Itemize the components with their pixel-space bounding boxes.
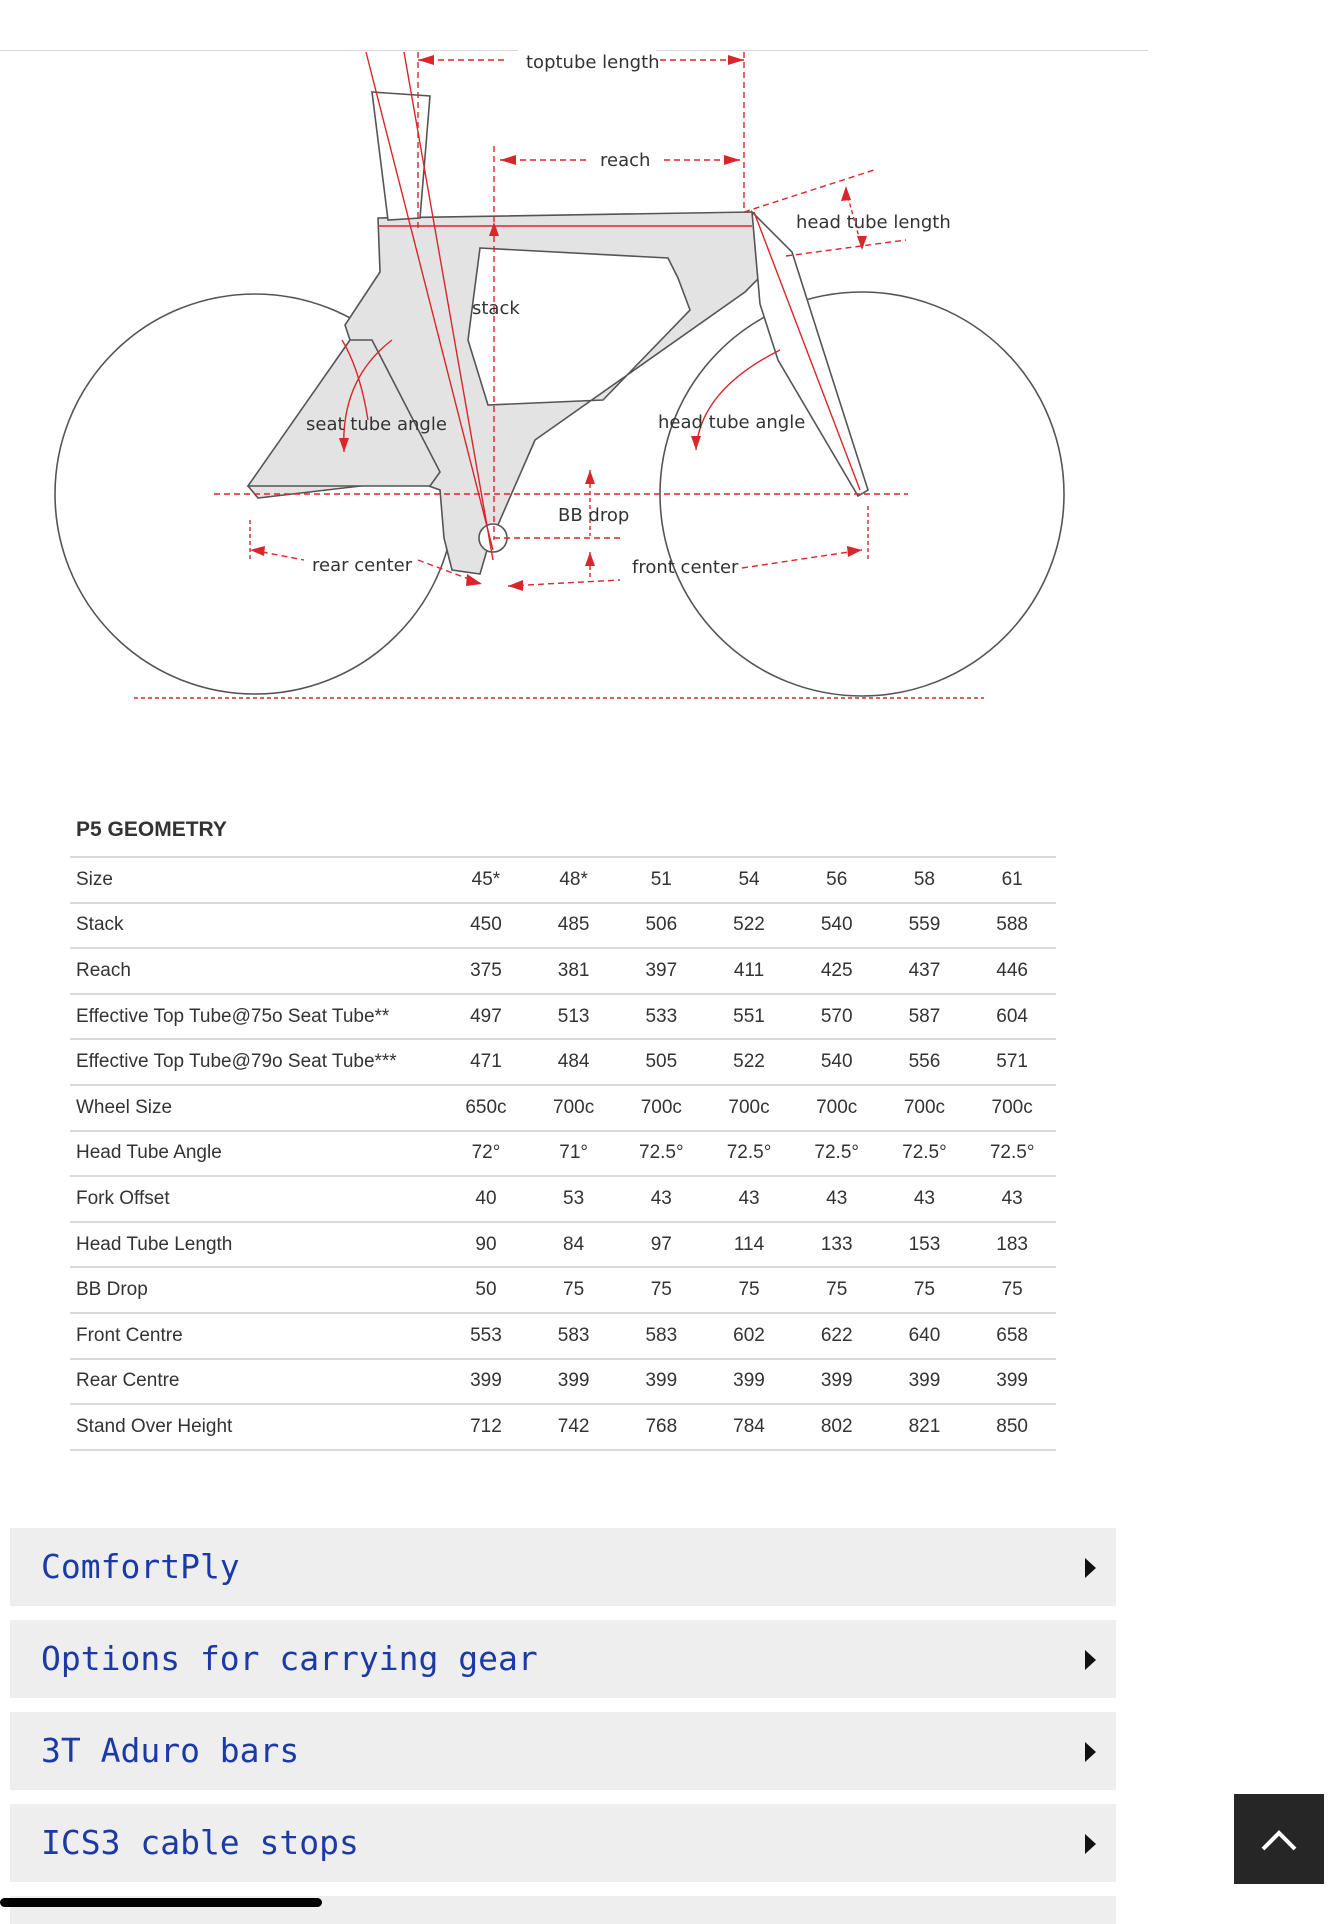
value-cell: 90 xyxy=(442,1222,530,1268)
value-cell: 72.5° xyxy=(705,1131,793,1177)
table-header-row xyxy=(70,857,1056,903)
value-cell: 375 xyxy=(442,948,530,994)
value-cell: 513 xyxy=(530,994,618,1040)
row-label: Effective Top Tube@79o Seat Tube*** xyxy=(70,1039,442,1085)
value-cell: 84 xyxy=(530,1222,618,1268)
geometry-title: P5 GEOMETRY xyxy=(76,818,227,841)
value-cell: 43 xyxy=(968,1176,1056,1222)
row-label: Fork Offset xyxy=(70,1176,442,1222)
label-head-tube-angle: head tube angle xyxy=(658,412,806,433)
value-cell: 446 xyxy=(968,948,1056,994)
row-label: Wheel Size xyxy=(70,1085,442,1131)
value-cell: 712 xyxy=(442,1404,530,1450)
size-cell: 54 xyxy=(705,857,793,903)
value-cell: 399 xyxy=(617,1359,705,1405)
accordion-options-carrying-gear[interactable] xyxy=(10,1620,1116,1698)
value-cell: 72.5° xyxy=(617,1131,705,1177)
label-bb-drop: BB drop xyxy=(558,505,630,526)
table-row xyxy=(70,1313,1056,1359)
row-label: Head Tube Length xyxy=(70,1222,442,1268)
value-cell: 700c xyxy=(881,1085,969,1131)
value-cell: 540 xyxy=(793,1039,881,1085)
value-cell: 551 xyxy=(705,994,793,1040)
value-cell: 40 xyxy=(442,1176,530,1222)
value-cell: 75 xyxy=(881,1267,969,1313)
row-label: Stand Over Height xyxy=(70,1404,442,1450)
value-cell: 522 xyxy=(705,903,793,949)
size-cell: 58 xyxy=(881,857,969,903)
row-label: Effective Top Tube@75o Seat Tube** xyxy=(70,994,442,1040)
header-label: Size xyxy=(70,857,442,903)
value-cell: 570 xyxy=(793,994,881,1040)
label-reach: reach xyxy=(600,150,651,171)
value-cell: 397 xyxy=(617,948,705,994)
value-cell: 50 xyxy=(442,1267,530,1313)
label-toptube-length: toptube length xyxy=(526,52,660,73)
value-cell: 497 xyxy=(442,994,530,1040)
value-cell: 700c xyxy=(617,1085,705,1131)
value-cell: 505 xyxy=(617,1039,705,1085)
value-cell: 742 xyxy=(530,1404,618,1450)
value-cell: 602 xyxy=(705,1313,793,1359)
table-row xyxy=(70,1359,1056,1405)
value-cell: 650c xyxy=(442,1085,530,1131)
value-cell: 183 xyxy=(968,1222,1056,1268)
value-cell: 522 xyxy=(705,1039,793,1085)
size-cell: 51 xyxy=(617,857,705,903)
value-cell: 43 xyxy=(617,1176,705,1222)
value-cell: 506 xyxy=(617,903,705,949)
value-cell: 411 xyxy=(705,948,793,994)
value-cell: 850 xyxy=(968,1404,1056,1450)
label-seat-tube-angle: seat tube angle xyxy=(306,414,447,435)
size-cell: 56 xyxy=(793,857,881,903)
row-label: Reach xyxy=(70,948,442,994)
table-row xyxy=(70,1404,1056,1450)
label-rear-center: rear center xyxy=(312,555,413,576)
value-cell: 700c xyxy=(968,1085,1056,1131)
value-cell: 622 xyxy=(793,1313,881,1359)
value-cell: 658 xyxy=(968,1313,1056,1359)
accordion-label: 3T Aduro bars xyxy=(41,1731,300,1770)
chevron-up-icon xyxy=(1259,1821,1299,1857)
table-row xyxy=(70,1267,1056,1313)
size-cell: 48* xyxy=(530,857,618,903)
accordion-label: ICS3 cable stops xyxy=(41,1823,359,1862)
table-row xyxy=(70,1039,1056,1085)
value-cell: 425 xyxy=(793,948,881,994)
value-cell: 399 xyxy=(881,1359,969,1405)
value-cell: 485 xyxy=(530,903,618,949)
value-cell: 43 xyxy=(793,1176,881,1222)
value-cell: 133 xyxy=(793,1222,881,1268)
accordion-comfortply[interactable] xyxy=(10,1528,1116,1606)
accordion-label: ComfortPly xyxy=(41,1547,240,1586)
row-label: BB Drop xyxy=(70,1267,442,1313)
value-cell: 72.5° xyxy=(793,1131,881,1177)
geometry-table xyxy=(70,856,1056,1451)
home-indicator xyxy=(0,1898,322,1907)
table-row xyxy=(70,1131,1056,1177)
table-row xyxy=(70,903,1056,949)
table-row xyxy=(70,994,1056,1040)
value-cell: 53 xyxy=(530,1176,618,1222)
table-row xyxy=(70,948,1056,994)
value-cell: 71° xyxy=(530,1131,618,1177)
value-cell: 399 xyxy=(968,1359,1056,1405)
value-cell: 587 xyxy=(881,994,969,1040)
value-cell: 821 xyxy=(881,1404,969,1450)
table-row xyxy=(70,1222,1056,1268)
value-cell: 588 xyxy=(968,903,1056,949)
value-cell: 484 xyxy=(530,1039,618,1085)
triangle-right-icon xyxy=(1085,1742,1096,1762)
accordion-label: Options for carrying gear xyxy=(41,1639,538,1678)
value-cell: 553 xyxy=(442,1313,530,1359)
value-cell: 583 xyxy=(617,1313,705,1359)
value-cell: 97 xyxy=(617,1222,705,1268)
value-cell: 640 xyxy=(881,1313,969,1359)
value-cell: 700c xyxy=(530,1085,618,1131)
value-cell: 571 xyxy=(968,1039,1056,1085)
label-stack: stack xyxy=(472,298,520,319)
value-cell: 399 xyxy=(793,1359,881,1405)
value-cell: 700c xyxy=(793,1085,881,1131)
size-cell: 45* xyxy=(442,857,530,903)
value-cell: 75 xyxy=(968,1267,1056,1313)
value-cell: 768 xyxy=(617,1404,705,1450)
triangle-right-icon xyxy=(1085,1558,1096,1578)
triangle-right-icon xyxy=(1085,1650,1096,1670)
table-row xyxy=(70,1176,1056,1222)
value-cell: 556 xyxy=(881,1039,969,1085)
value-cell: 784 xyxy=(705,1404,793,1450)
value-cell: 540 xyxy=(793,903,881,949)
value-cell: 72.5° xyxy=(881,1131,969,1177)
value-cell: 43 xyxy=(881,1176,969,1222)
value-cell: 72.5° xyxy=(968,1131,1056,1177)
value-cell: 802 xyxy=(793,1404,881,1450)
value-cell: 153 xyxy=(881,1222,969,1268)
label-front-center: front center xyxy=(632,557,739,578)
value-cell: 381 xyxy=(530,948,618,994)
value-cell: 450 xyxy=(442,903,530,949)
value-cell: 533 xyxy=(617,994,705,1040)
scroll-to-top-button[interactable] xyxy=(1234,1794,1324,1884)
value-cell: 437 xyxy=(881,948,969,994)
row-label: Rear Centre xyxy=(70,1359,442,1405)
value-cell: 75 xyxy=(705,1267,793,1313)
bike-geometry-diagram xyxy=(0,40,1148,720)
value-cell: 399 xyxy=(530,1359,618,1405)
value-cell: 75 xyxy=(617,1267,705,1313)
table-row xyxy=(70,1085,1056,1131)
row-label: Stack xyxy=(70,903,442,949)
triangle-right-icon xyxy=(1085,1834,1096,1854)
value-cell: 75 xyxy=(793,1267,881,1313)
value-cell: 399 xyxy=(442,1359,530,1405)
value-cell: 399 xyxy=(705,1359,793,1405)
row-label: Head Tube Angle xyxy=(70,1131,442,1177)
label-head-tube-length: head tube length xyxy=(796,212,951,233)
value-cell: 700c xyxy=(705,1085,793,1131)
value-cell: 114 xyxy=(705,1222,793,1268)
row-label: Front Centre xyxy=(70,1313,442,1359)
value-cell: 559 xyxy=(881,903,969,949)
fork xyxy=(752,212,868,496)
size-cell: 61 xyxy=(968,857,1056,903)
value-cell: 604 xyxy=(968,994,1056,1040)
accordion-ics3-cable-stops[interactable] xyxy=(10,1804,1116,1882)
value-cell: 72° xyxy=(442,1131,530,1177)
value-cell: 583 xyxy=(530,1313,618,1359)
value-cell: 471 xyxy=(442,1039,530,1085)
value-cell: 43 xyxy=(705,1176,793,1222)
geometry-section xyxy=(70,818,1056,1451)
value-cell: 75 xyxy=(530,1267,618,1313)
accordion-3t-aduro-bars[interactable] xyxy=(10,1712,1116,1790)
